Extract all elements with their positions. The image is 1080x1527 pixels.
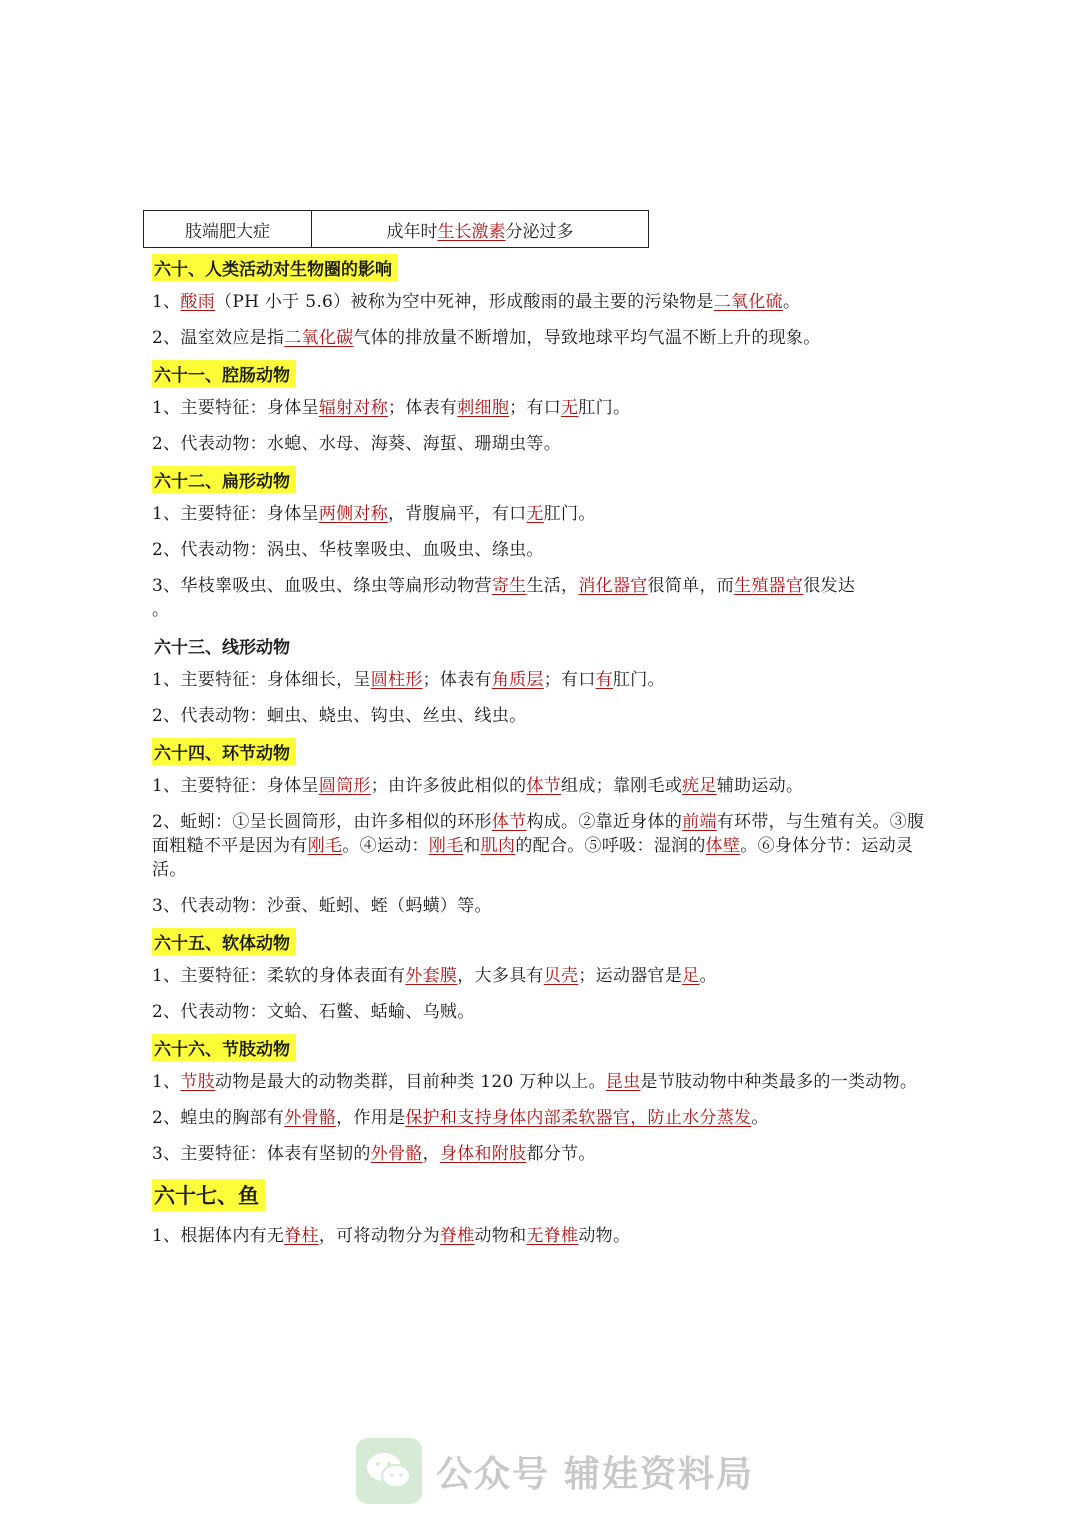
section-heading: 六十七、鱼 [152, 1179, 265, 1211]
section-64 [152, 734, 932, 768]
watermark-label: 公众号 [436, 1453, 551, 1495]
paragraph: 2、温室效应是指二氧化碳气体的排放量不断增加，导致地球平均气温不断上升的现象。 [152, 328, 821, 348]
section-heading: 六十六、节肢动物 [152, 1034, 296, 1061]
wechat-icon [356, 1438, 422, 1504]
paragraph: 1、主要特征：身体呈辐射对称；体表有刺细胞；有口无肛门。 [152, 398, 631, 418]
paragraph: 1、主要特征：身体呈圆筒形；由许多彼此相似的体节组成；靠刚毛或疣足辅助运动。 [152, 776, 804, 796]
paragraph: 1、节肢动物是最大的动物类群，目前种类 120 万种以上。昆虫是节肢动物中种类最多的一类动物。 [152, 1072, 918, 1092]
paragraph: 2、代表动物：文蛤、石鳖、蛞蝓、乌贼。 [152, 1002, 475, 1022]
section-67 [152, 1172, 932, 1218]
paragraph: 1、酸雨（PH 小于 5.6）被称为空中死神，形成酸雨的最主要的污染物是二氧化硫。 [152, 292, 801, 312]
paragraph: 3、主要特征：体表有坚韧的外骨骼，身体和附肢都分节。 [152, 1144, 596, 1164]
paragraph: 1、主要特征：身体呈两侧对称，背腹扁平，有口无肛门。 [152, 504, 596, 524]
paragraph: 1、主要特征：身体细长，呈圆柱形；体表有角质层；有口有肛门。 [152, 670, 665, 690]
watermark [356, 1436, 754, 1506]
key-term: 生长激素 [437, 221, 506, 242]
section-heading: 六十、人类活动对生物圈的影响 [152, 254, 398, 281]
section-heading: 六十三、线形动物 [154, 637, 290, 658]
content-body [152, 250, 932, 1254]
section-63 [152, 628, 932, 662]
paragraph: 1、主要特征：柔软的身体表面有外套膜，大多具有贝壳；运动器官是足。 [152, 966, 717, 986]
section-heading: 六十四、环节动物 [152, 738, 296, 765]
section-66 [152, 1030, 932, 1064]
paragraph: 2、蚯蚓：①呈长圆筒形，由许多相似的环形体节构成。②靠近身体的前端有环带，与生殖有关。③腹面粗糙不平是因为有刚毛。④运动：刚毛和肌肉的配合。⑤呼吸：湿润的体壁。⑥身体分节：运动灵活。 [152, 812, 925, 880]
section-60 [152, 250, 932, 284]
cause-cell: 成年时 生长激素 分泌过多 [312, 211, 648, 247]
paragraph: 2、代表动物：蛔虫、蛲虫、钩虫、丝虫、线虫。 [152, 706, 527, 726]
paragraph: 1、根据体内有无脊柱，可将动物分为脊椎动物和无脊椎动物。 [152, 1226, 631, 1246]
disease-table-row [143, 210, 649, 248]
disease-cell: 肢端肥大症 [144, 211, 312, 247]
paragraph: 3、代表动物：沙蚕、蚯蚓、蛭（蚂蟥）等。 [152, 896, 492, 916]
paragraph: 2、蝗虫的胸部有外骨骼，作用是保护和支持身体内部柔软器官，防止水分蒸发。 [152, 1108, 769, 1128]
section-61 [152, 356, 932, 390]
section-heading: 六十五、软体动物 [152, 928, 296, 955]
paragraph: 2、代表动物：涡虫、华枝睾吸虫、血吸虫、绦虫。 [152, 540, 544, 560]
paragraph: 3、华枝睾吸虫、血吸虫、绦虫等扁形动物营寄生生活，消化器官很简单，而生殖器官很发达 。 [152, 576, 856, 620]
section-62 [152, 462, 932, 496]
section-heading: 六十二、扁形动物 [152, 466, 296, 493]
watermark-name: 辅娃资料局 [564, 1453, 755, 1495]
section-heading: 六十一、腔肠动物 [152, 360, 296, 387]
section-65 [152, 924, 932, 958]
paragraph: 2、代表动物：水螅、水母、海葵、海蜇、珊瑚虫等。 [152, 434, 562, 454]
